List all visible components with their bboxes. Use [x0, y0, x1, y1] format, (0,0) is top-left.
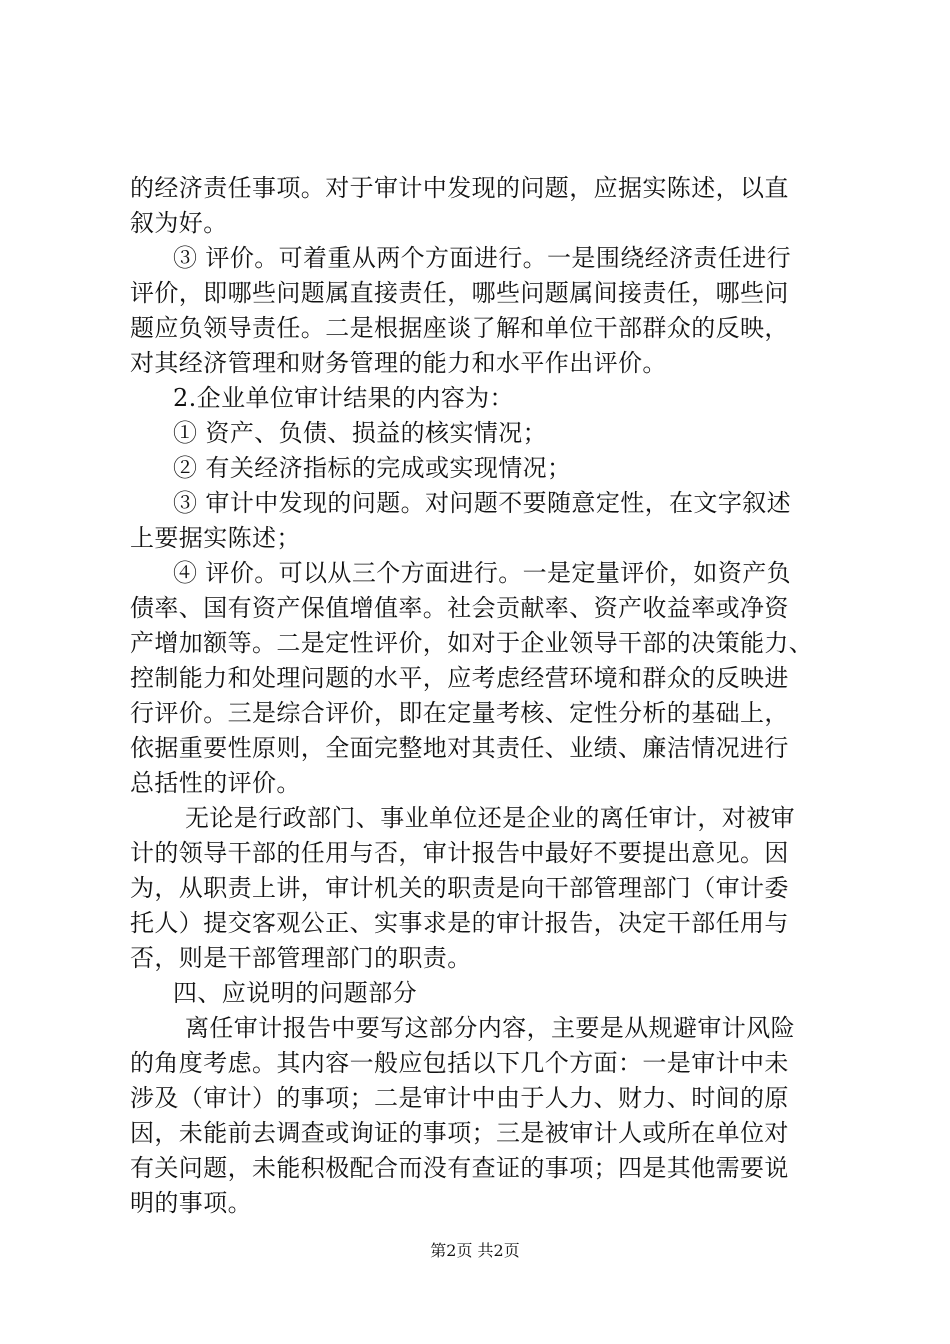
text-line: 否，则是干部管理部门的职责。	[130, 944, 472, 972]
text-line: ③ 审计中发现的问题。对问题不要随意定性，在文字叙述	[173, 489, 792, 517]
text-line: 为，从职责上讲，审计机关的职责是向干部管理部门（审计委	[130, 874, 789, 902]
text-line: 2.企业单位审计结果的内容为：	[173, 384, 514, 412]
text-line: 上要据实陈述；	[130, 524, 301, 552]
text-line: 明的事项。	[130, 1189, 252, 1217]
text-line: 有关问题，未能积极配合而没有查证的事项；四是其他需要说	[130, 1154, 789, 1182]
text-line: 评价，即哪些问题属直接责任，哪些问题属间接责任，哪些问	[130, 279, 789, 307]
page-footer	[0, 1240, 950, 1262]
text-line: 的角度考虑。其内容一般应包括以下几个方面：一是审计中未	[130, 1049, 789, 1077]
text-line: 无论是行政部门、事业单位还是企业的离任审计，对被审	[185, 804, 795, 832]
text-line: 题应负领导责任。二是根据座谈了解和单位干部群众的反映，	[130, 314, 789, 342]
text-line: 计的领导干部的任用与否，审计报告中最好不要提出意见。因	[130, 839, 789, 867]
text-line: 涉及（审计）的事项；二是审计中由于人力、财力、时间的原	[130, 1084, 789, 1112]
text-line: 债率、国有资产保值增值率。社会贡献率、资产收益率或净资	[130, 594, 789, 622]
text-line: 托人）提交客观公正、实事求是的审计报告，决定干部任用与	[130, 909, 789, 937]
section-heading: 四、应说明的问题部分	[173, 979, 417, 1007]
text-line: ① 资产、负债、损益的核实情况；	[173, 419, 548, 447]
page-number: 第2页 共2页	[430, 1241, 520, 1260]
text-line: 离任审计报告中要写这部分内容，主要是从规避审计风险	[185, 1014, 795, 1042]
text-line: 产增加额等。二是定性评价，如对于企业领导干部的决策能力、	[130, 629, 814, 657]
text-line: 对其经济管理和财务管理的能力和水平作出评价。	[130, 349, 667, 377]
text-line: 叙为好。	[130, 209, 228, 237]
text-line: 控制能力和处理问题的水平，应考虑经营环境和群众的反映进	[130, 664, 789, 692]
text-line: 的经济责任事项。对于审计中发现的问题，应据实陈述，以直	[130, 174, 789, 202]
text-line: 因，未能前去调查或询证的事项；三是被审计人或所在单位对	[130, 1119, 789, 1147]
text-line: ② 有关经济指标的完成或实现情况；	[173, 454, 572, 482]
text-line: ③ 评价。可着重从两个方面进行。一是围绕经济责任进行	[173, 244, 792, 272]
text-line: ④ 评价。可以从三个方面进行。一是定量评价，如资产负	[173, 559, 792, 587]
text-line: 总括性的评价。	[130, 769, 301, 797]
text-line: 行评价。三是综合评价，即在定量考核、定性分析的基础上，	[130, 699, 789, 727]
text-line: 依据重要性原则，全面完整地对其责任、业绩、廉洁情况进行	[130, 734, 789, 762]
